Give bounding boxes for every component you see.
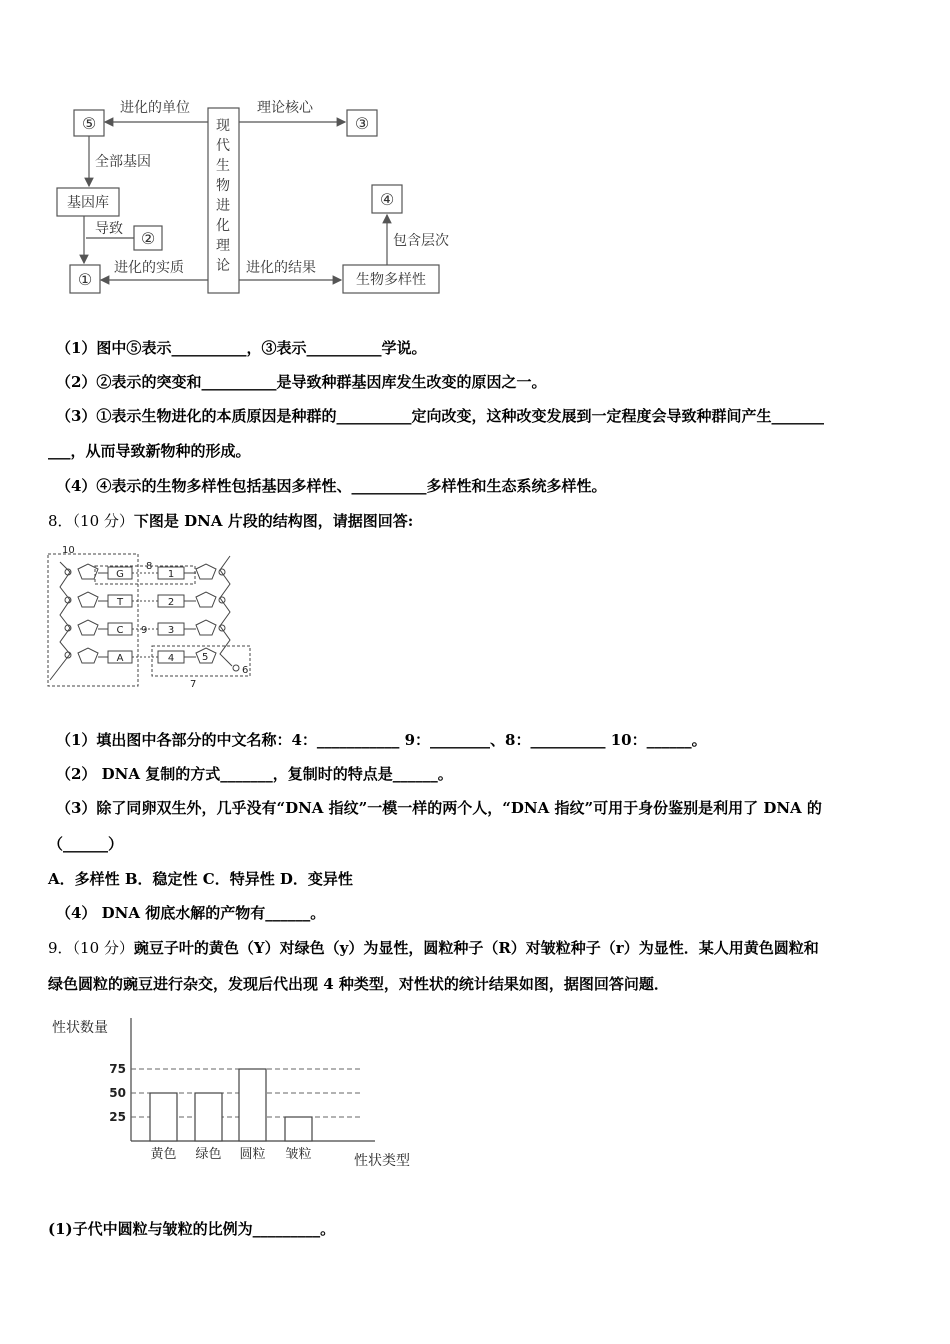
arrow-label-core: 理论核心 bbox=[257, 100, 313, 116]
q9-header-2: 绿色圆粒的豌豆进行杂交，发现后代出现 4 种类型，对性状的统计结果如图，据图回答问题． bbox=[48, 975, 669, 993]
box-2-label: ② bbox=[140, 229, 156, 248]
box-4-label: ④ bbox=[379, 190, 395, 209]
label-9: 9 bbox=[141, 625, 148, 636]
theory-char: 代 bbox=[216, 138, 230, 154]
theory-char: 化 bbox=[216, 218, 230, 234]
x-axis-label: 性状类型 bbox=[354, 1153, 410, 1169]
q7-line-2: （2）②表示的突变和__________是导致种群基因库发生改变的原因之一。 bbox=[56, 373, 547, 391]
left-backbone bbox=[50, 562, 108, 680]
q8-title: 下图是 DNA 片段的结构图，请据图回答: bbox=[133, 512, 414, 530]
label-5: 5 bbox=[202, 652, 209, 663]
theory-char: 理 bbox=[216, 238, 230, 254]
q9-number: 9．（10 分） bbox=[48, 939, 134, 957]
q7-line-1: （1）图中⑤表示__________，③表示__________学说。 bbox=[56, 339, 427, 357]
biodiversity-label: 生物多样性 bbox=[356, 272, 426, 288]
right-base-number: 1 bbox=[167, 569, 175, 580]
q8-line-5: （4） DNA 彻底水解的产物有______。 bbox=[56, 904, 326, 922]
x-tick-label: 绿色 bbox=[195, 1147, 222, 1162]
q8-line-1: （1）填出图中各部分的中文名称：4：___________ 9：________、8：__________ 10：______。 bbox=[56, 731, 707, 749]
left-base-label: C bbox=[116, 625, 124, 636]
q7-line-3: （3）①表示生物进化的本质原因是种群的__________定向改变，这种改变发展到一定程度会导致种群间产生_______ bbox=[56, 407, 824, 425]
arrow-label-cause: 导致 bbox=[95, 221, 123, 237]
left-base-label: G bbox=[116, 569, 124, 580]
q9-header bbox=[48, 937, 819, 958]
box-3-label: ③ bbox=[354, 114, 370, 133]
trait-bar-chart bbox=[40, 1010, 460, 1180]
hydrogen-bonds bbox=[132, 573, 158, 657]
q9-line-1: (1)子代中圆粒与皱粒的比例为_________。 bbox=[48, 1220, 336, 1238]
q8-number: 8．（10 分） bbox=[48, 512, 134, 530]
theory-char: 现 bbox=[216, 118, 230, 134]
q8-line-3: （3）除了同卵双生外，几乎没有“DNA 指纹”一模一样的两个人，“DNA 指纹”可用于身份鉴别是利用了 DNA 的 bbox=[56, 799, 822, 817]
arrow-label-unit: 进化的单位 bbox=[120, 100, 190, 116]
q9-title: 豌豆子叶的黄色（Y）对绿色（y）为显性，圆粒种子（R）对皱粒种子（r）为显性．某人用黄色圆粒和 bbox=[133, 939, 819, 957]
label-6: 6 bbox=[242, 665, 249, 676]
theory-char: 生 bbox=[216, 158, 230, 174]
evolution-theory-diagram bbox=[0, 0, 950, 310]
box-5-label: ⑤ bbox=[81, 114, 97, 133]
right-base-number: 3 bbox=[167, 625, 175, 636]
x-tick-label: 黄色 bbox=[150, 1147, 177, 1162]
bar-绿色 bbox=[195, 1093, 222, 1141]
y-axis-label: 性状数量 bbox=[52, 1020, 108, 1036]
label-8: 8 bbox=[146, 561, 153, 572]
q7-line-4: ___，从而导致新物种的形成。 bbox=[48, 442, 251, 460]
q8-options: A．多样性 B．稳定性 C．特异性 D．变异性 bbox=[48, 870, 353, 888]
y-tick-label: 75 bbox=[109, 1062, 126, 1076]
label-7: 7 bbox=[190, 679, 197, 690]
arrow-label-result: 进化的结果 bbox=[246, 260, 316, 276]
arrow-label-all-genes: 全部基因 bbox=[95, 154, 151, 170]
left-base-label: A bbox=[116, 653, 124, 664]
x-tick-label: 皱粒 bbox=[285, 1147, 312, 1162]
y-tick-label: 50 bbox=[109, 1086, 126, 1100]
right-backbone bbox=[184, 556, 239, 671]
bar-黄色 bbox=[150, 1093, 177, 1141]
x-tick-label: 圆粒 bbox=[239, 1147, 266, 1162]
box-1-label: ① bbox=[77, 270, 93, 289]
left-base-label: T bbox=[116, 597, 124, 608]
dna-structure-diagram bbox=[40, 542, 300, 692]
q8-header bbox=[48, 510, 413, 531]
arrow-label-essence: 进化的实质 bbox=[114, 260, 184, 276]
right-base-number: 2 bbox=[167, 597, 175, 608]
nucleotide-chain-box-10 bbox=[48, 554, 138, 686]
q7-line-5: （4）④表示的生物多样性包括基因多样性、__________多样性和生态系统多样性。 bbox=[56, 477, 607, 495]
y-tick-label: 25 bbox=[109, 1110, 126, 1124]
q8-line-4: （______） bbox=[48, 835, 124, 853]
bar-圆粒 bbox=[239, 1069, 266, 1141]
gene-pool-label: 基因库 bbox=[67, 195, 109, 211]
base-pair-box-8 bbox=[95, 566, 195, 584]
arrow-label-levels: 包含层次 bbox=[393, 233, 449, 249]
theory-char: 进 bbox=[216, 198, 230, 214]
theory-char: 物 bbox=[216, 178, 230, 194]
right-base-number: 4 bbox=[167, 653, 175, 664]
theory-char: 论 bbox=[216, 258, 230, 274]
q8-line-2: （2） DNA 复制的方式_______，复制时的特点是______。 bbox=[56, 765, 453, 783]
label-10: 10 bbox=[62, 545, 75, 556]
bar-皱粒 bbox=[285, 1117, 312, 1141]
